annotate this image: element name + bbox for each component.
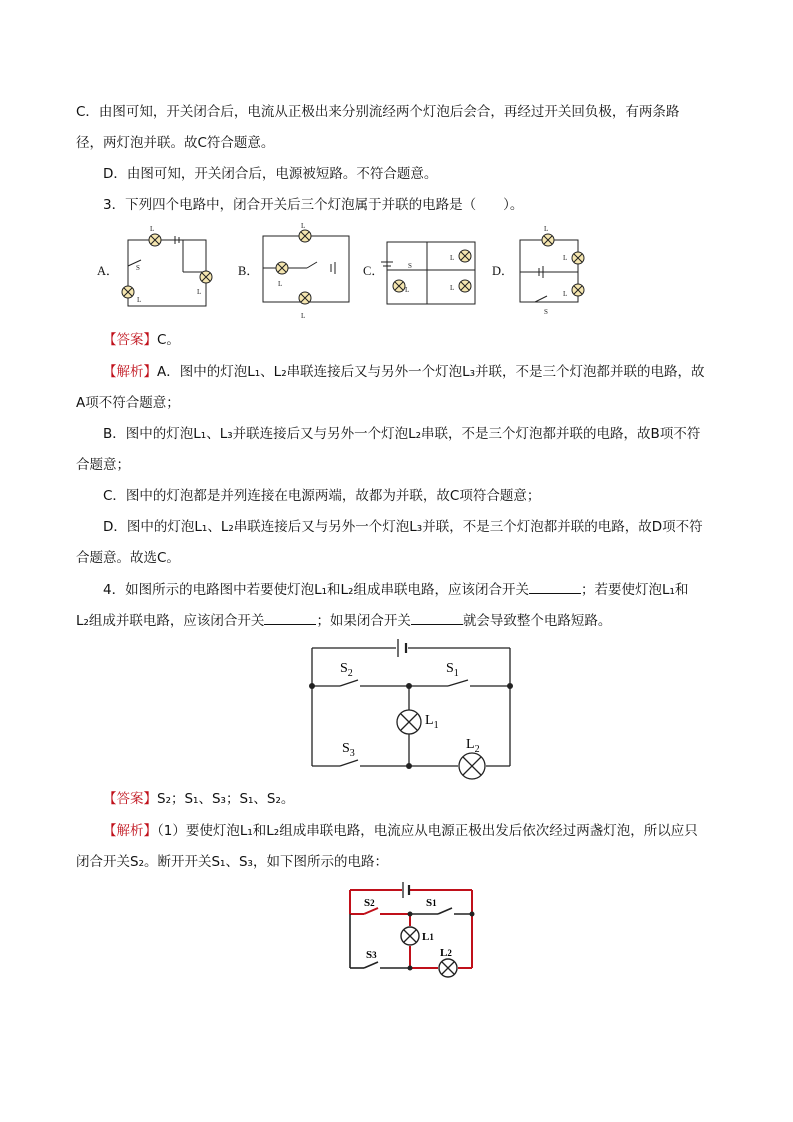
s3-label: $S_3$ — [342, 741, 355, 759]
question-4-stem-line2 — [76, 611, 726, 631]
stem-text: L₂组成并联电路，应该闭合开关 — [76, 613, 265, 629]
bulb-l1-icon — [397, 710, 421, 734]
question-3-explanation-b2: 合题意； — [76, 457, 130, 473]
s2-label: S2 — [364, 897, 375, 909]
option-c-label: C． — [363, 264, 384, 278]
answer-blank-3[interactable] — [411, 612, 463, 625]
question-3-explanation-d1: D．图中的灯泡L₁、L₂串联连接后又与另外一个灯泡L₃并联，不是三个灯泡都并联的电路，故D项不符 — [103, 519, 703, 535]
circuit-c-s-label: S — [408, 262, 412, 270]
l2-label: L2 — [440, 947, 452, 959]
s1-label: S1 — [426, 897, 437, 909]
s3-label: S3 — [366, 949, 377, 961]
bulb-l2-icon — [459, 753, 485, 779]
answer-blank-2[interactable] — [264, 612, 316, 625]
circuit-d-l3-label: L — [563, 290, 568, 298]
circuit-d-s-label: S — [544, 308, 548, 316]
option-d-label: D． — [492, 264, 514, 278]
series-circuit-diagram — [340, 878, 486, 978]
circuit-d-l1-label: L — [544, 225, 549, 233]
option-c-explanation-line1: C．由图可知，开关闭合后，电流从正极出来分别流经两个灯泡后会合，再经过开关回负极，有两条路 — [76, 104, 680, 120]
l1-label: L1 — [422, 931, 434, 943]
circuit-b-l3-label: L — [301, 312, 306, 320]
question-4-circuit — [298, 636, 528, 786]
l2-label: $L_2$ — [466, 737, 480, 755]
question-3-circuits — [95, 222, 605, 322]
option-c-explanation-line2: 径，两灯泡并联。故C符合题意。 — [76, 135, 275, 151]
bulb-l2-icon — [439, 959, 457, 977]
question-4-explanation-line2: 闭合开关S₂。断开开关S₁、S₃，如下图所示的电路： — [76, 854, 388, 870]
answer-label: 【答案】 — [103, 791, 157, 807]
circuit-b-l2-label: L — [278, 280, 283, 288]
question-3-answer — [103, 330, 753, 350]
question-3-stem: 3．下列四个电路中，闭合开关后三个灯泡属于并联的电路是（ ）。 — [103, 197, 524, 213]
s2-label: $S_2$ — [340, 661, 353, 679]
circuit-a-l1-label: L — [150, 225, 155, 233]
stem-text: 就会导致整个电路短路。 — [462, 613, 612, 629]
question-3-explanation-b1: B．图中的灯泡L₁、L₃并联连接后又与另外一个灯泡L₂串联，不是三个灯泡都并联的电路，故B项不符 — [103, 426, 701, 442]
question-3-explanation-c: C．图中的灯泡都是并列连接在电源两端，故都为并联，故C项符合题意； — [103, 488, 541, 504]
circuit-c-l1-label: L — [405, 286, 410, 294]
battery-icon — [403, 882, 409, 898]
battery-icon — [398, 639, 406, 657]
circuit-b-bulbs — [276, 230, 311, 304]
question-4-stem-line1 — [103, 580, 753, 600]
option-a-label: A． — [97, 264, 119, 278]
question-3-explanation-a1 — [103, 362, 753, 382]
circuit-a-s-label: S — [136, 264, 140, 272]
circuit-c-l3-label: L — [450, 284, 455, 292]
question-4-answer — [103, 789, 753, 809]
option-d-explanation: D．由图可知，开关闭合后，电源被短路。不符合题意。 — [103, 166, 438, 182]
circuit-a-l3-label: L — [197, 288, 202, 296]
answer-label: 【答案】 — [103, 332, 157, 348]
l1-label: $L_1$ — [425, 713, 439, 731]
bulb-l1-icon — [401, 927, 419, 945]
answer-blank-1[interactable] — [529, 581, 581, 594]
circuit-b-l1-label: L — [301, 222, 306, 230]
answer-value: C。 — [157, 332, 180, 348]
option-b-label: B． — [238, 264, 259, 278]
question-3-explanation-d2: 合题意。故选C。 — [76, 550, 180, 566]
explanation-label: 【解析】 — [103, 364, 157, 380]
s1-label: $S_1$ — [446, 661, 459, 679]
circuit-d — [520, 240, 578, 302]
stem-text: ；如果闭合开关 — [316, 613, 411, 629]
question-4-explanation-line1 — [103, 821, 753, 841]
answer-value: S₂；S₁、S₃；S₁、S₂。 — [157, 791, 295, 807]
explanation-text: A．图中的灯泡L₁、L₂串联连接后又与另外一个灯泡L₃并联，不是三个灯泡都并联的电路，故 — [157, 364, 705, 380]
circuit-c-l2-label: L — [450, 254, 455, 262]
explanation-text: （1）要使灯泡L₁和L₂组成串联电路，电流应从电源正极出发后依次经过两盏灯泡，所以应只 — [157, 823, 698, 839]
stem-text: ；若要使灯泡L₁和 — [580, 582, 689, 598]
explanation-label: 【解析】 — [103, 823, 157, 839]
circuit-d-l2-label: L — [563, 254, 568, 262]
question-3-explanation-a2: A项不符合题意； — [76, 395, 180, 411]
circuit-a-l2-label: L — [137, 296, 142, 304]
stem-text: 4．如图所示的电路图中若要使灯泡L₁和L₂组成串联电路，应该闭合开关 — [103, 582, 529, 598]
